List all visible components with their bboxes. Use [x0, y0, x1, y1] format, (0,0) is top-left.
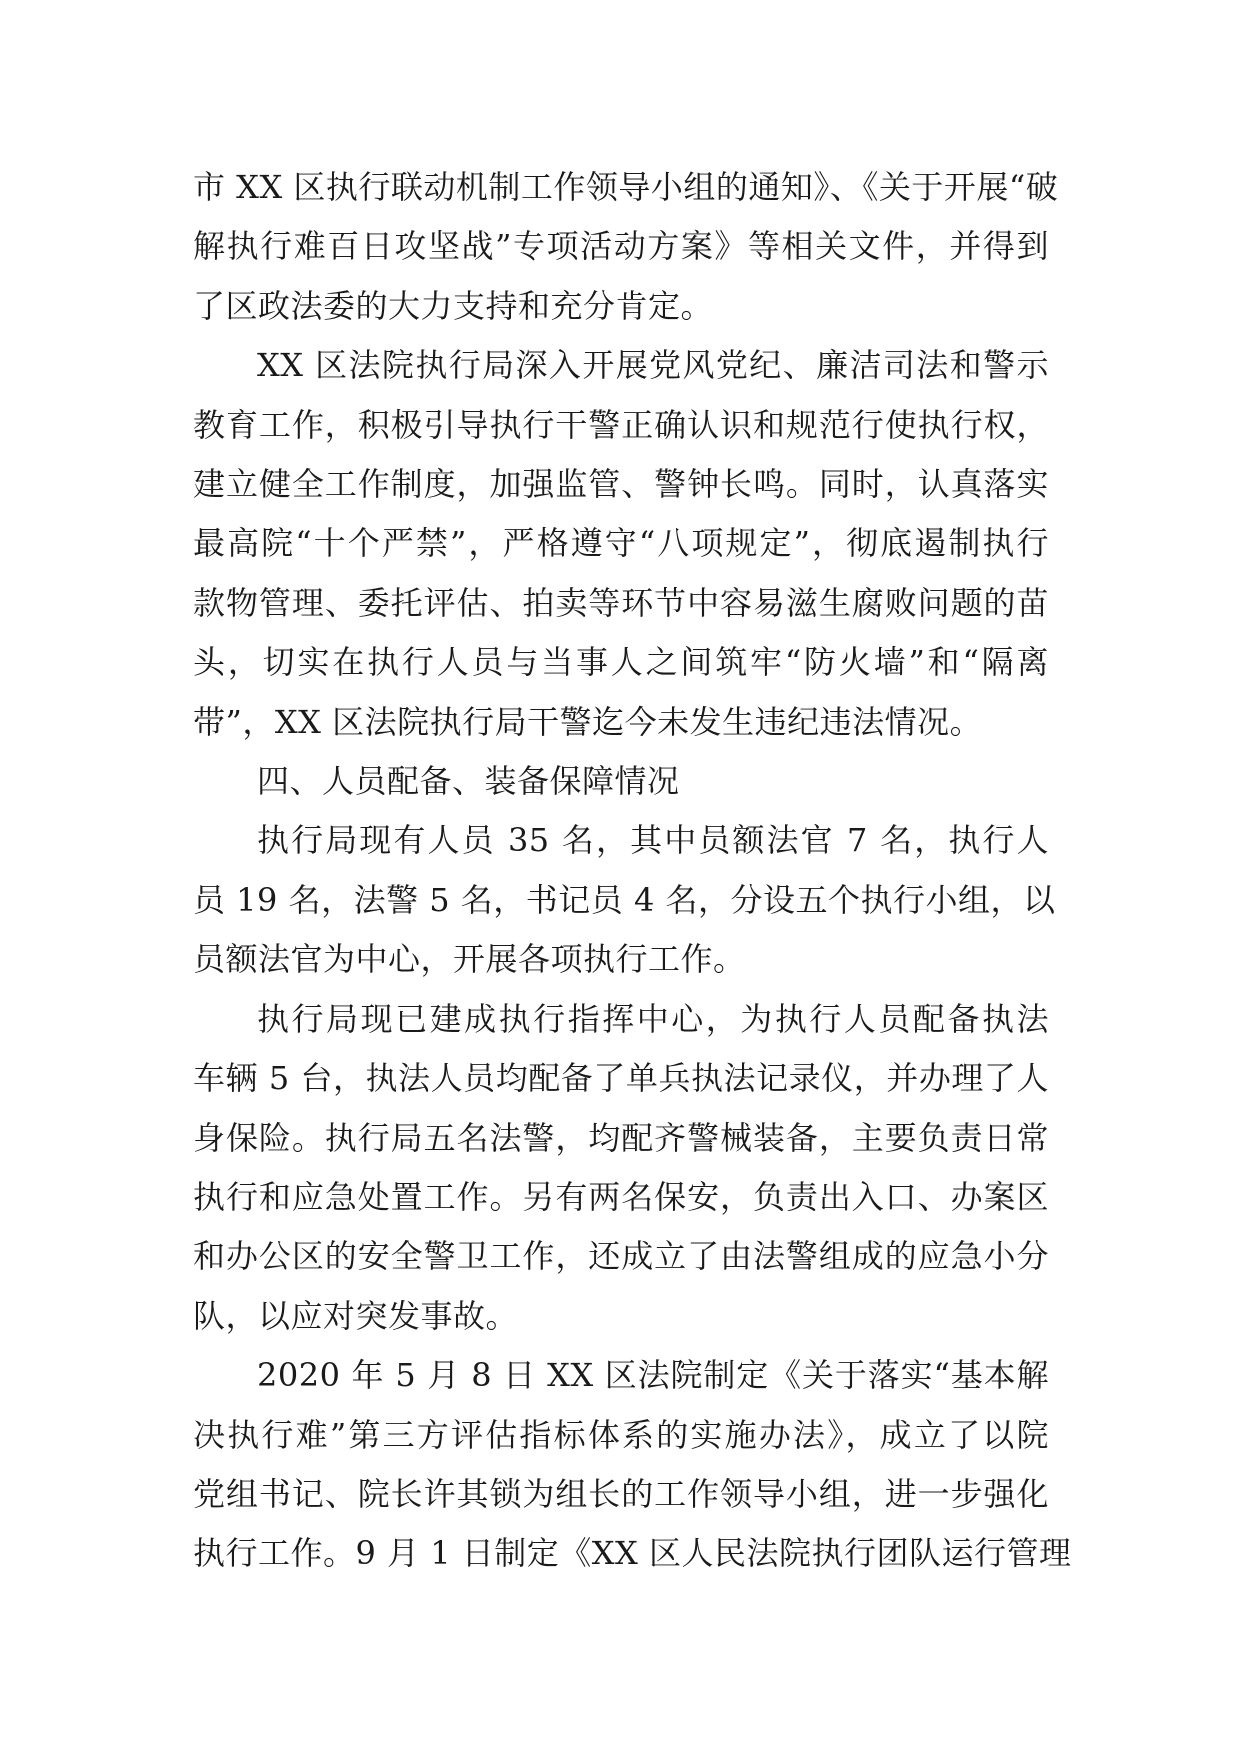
- heading-line: 四、人员配备、装备保障情况: [257, 762, 680, 801]
- document-body: [193, 158, 1072, 1584]
- text-line: 建立健全工作制度，加强监管、警钟长鸣。同时，认真落实: [193, 465, 1049, 504]
- text-line: 执行局现已建成执行指挥中心，为执行人员配备执法: [257, 999, 1049, 1038]
- text-line: 款物管理、委托评估、拍卖等环节中容易滋生腐败问题的苗: [193, 583, 1049, 622]
- text-line: 教育工作，积极引导执行干警正确认识和规范行使执行权，: [193, 405, 1049, 444]
- text-line: 了区政法委的大力支持和充分肯定。: [193, 286, 714, 325]
- text-line: 头，切实在执行人员与当事人之间筑牢“防火墙”和“隔离: [193, 643, 1049, 682]
- text-line: 员额法官为中心，开展各项执行工作。: [193, 940, 746, 979]
- text-line: 党组书记、院长许其锁为组长的工作领导小组，进一步强化: [193, 1474, 1049, 1513]
- text-line: 市 XX 区执行联动机制工作领导小组的通知》、《关于开展“破: [193, 168, 1059, 206]
- section-heading: [193, 752, 1049, 811]
- text-line: 执行局现有人员 35 名，其中员额法官 7 名，执行人: [257, 821, 1049, 860]
- paragraph-equipment: [193, 990, 1049, 1346]
- text-line: 身保险。执行局五名法警，均配齐警械装备，主要负责日常: [193, 1118, 1049, 1157]
- paragraph-continuation: [193, 158, 1059, 336]
- paragraph-staffing: [193, 811, 1056, 989]
- paragraph-measures: [193, 1346, 1072, 1584]
- paragraph-discipline: [193, 336, 1049, 752]
- text-line: 车辆 5 台，执法人员均配备了单兵执法记录仪，并办理了人: [193, 1059, 1049, 1098]
- text-line: XX 区法院执行局深入开展党风党纪、廉洁司法和警示: [257, 346, 1049, 385]
- text-line: 和办公区的安全警卫工作，还成立了由法警组成的应急小分: [193, 1237, 1049, 1276]
- text-line: 队，以应对突发事故。: [193, 1296, 519, 1335]
- text-line: 决执行难”第三方评估指标体系的实施办法》，成立了以院: [193, 1415, 1049, 1454]
- text-line: 2020 年 5 月 8 日 XX 区法院制定《关于落实“基本解: [257, 1356, 1049, 1395]
- text-line: 带”，XX 区法院执行局干警迄今未发生违纪违法情况。: [193, 702, 983, 741]
- text-line: 员 19 名，法警 5 名，书记员 4 名，分设五个执行小组，以: [193, 880, 1056, 919]
- text-line: 执行工作。9 月 1 日制定《XX 区人民法院执行团队运行管理: [193, 1534, 1072, 1573]
- text-line: 执行和应急处置工作。另有两名保安，负责出入口、办案区: [193, 1177, 1049, 1216]
- text-line: 解执行难百日攻坚战”专项活动方案》等相关文件，并得到: [193, 227, 1049, 266]
- text-line: 最高院“十个严禁”，严格遵守“八项规定”，彻底遏制执行: [193, 524, 1049, 563]
